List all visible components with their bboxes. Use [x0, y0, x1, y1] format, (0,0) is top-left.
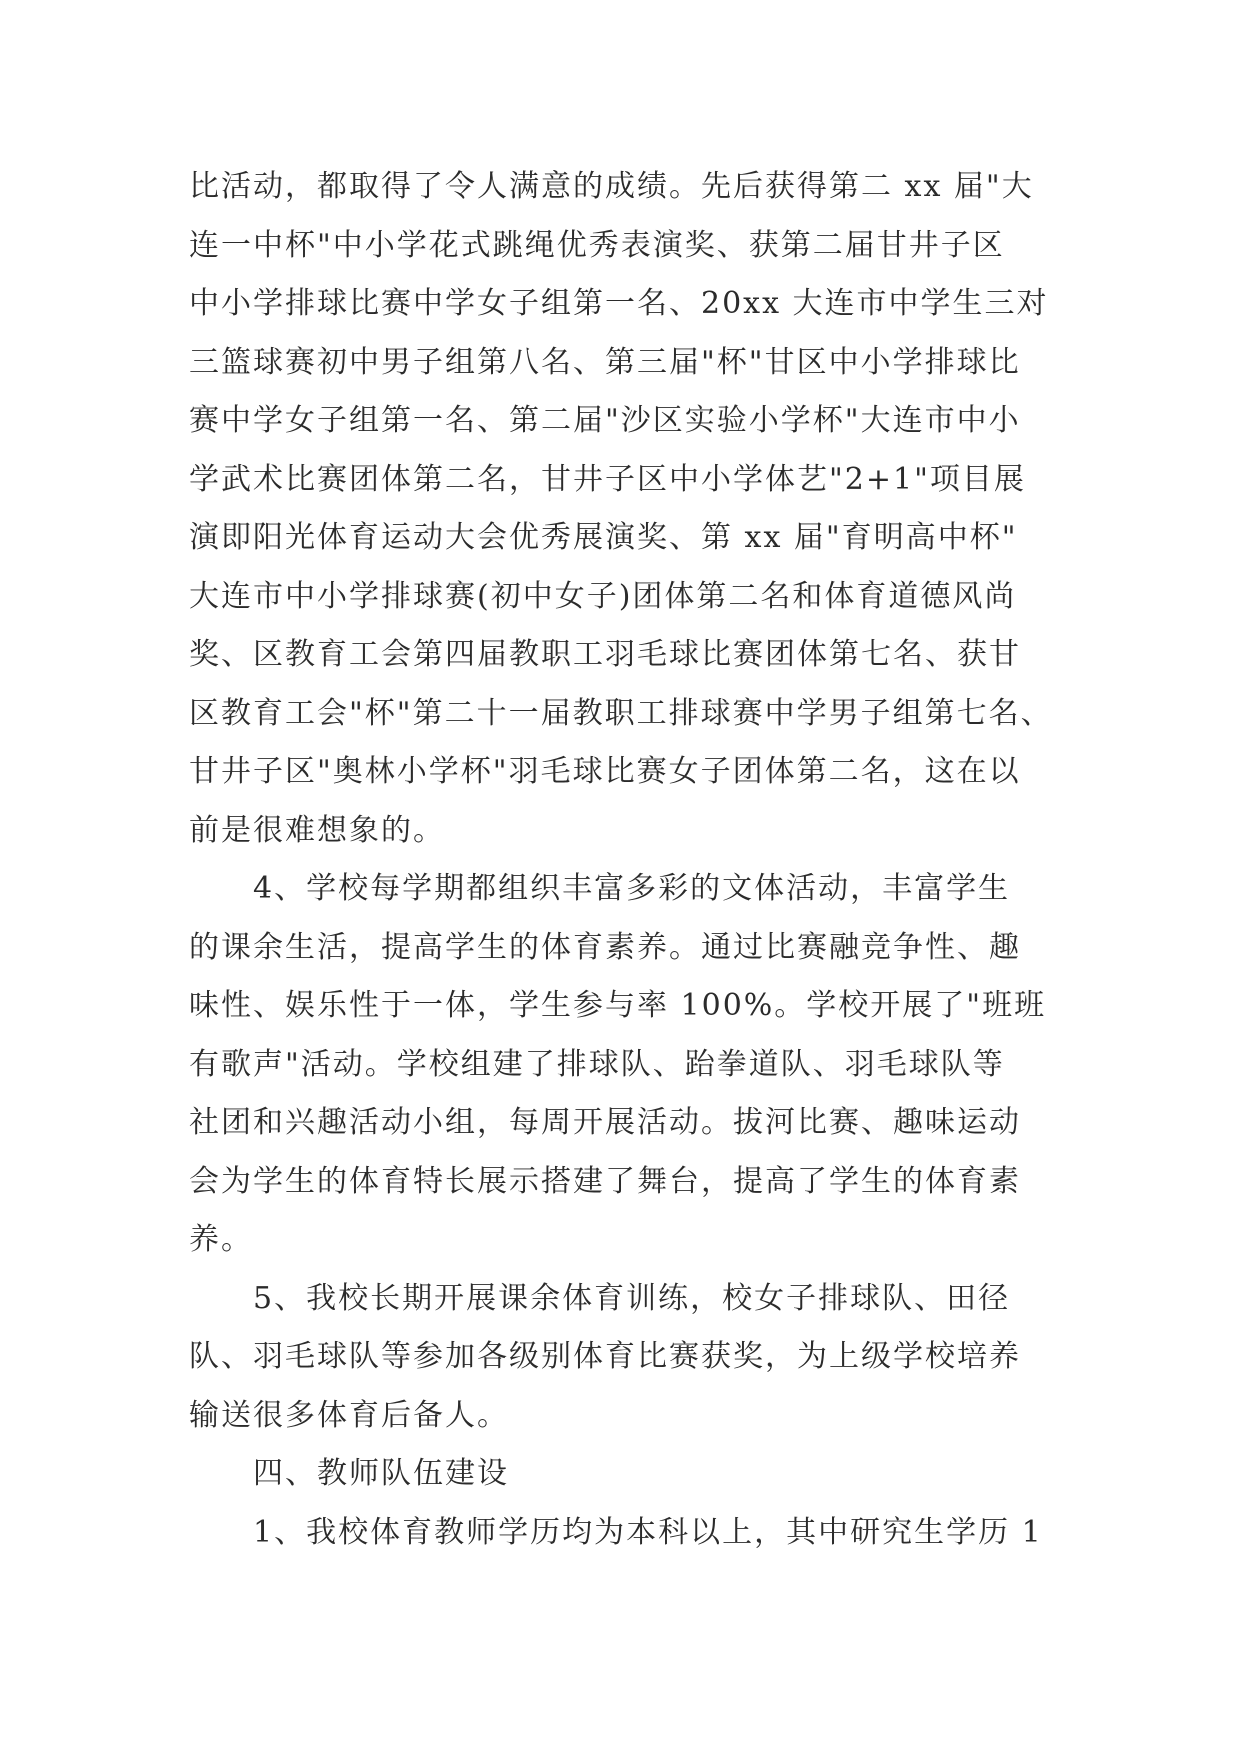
text-line: 5、我校长期开展课余体育训练，校女子排球队、田径: [253, 1280, 1011, 1316]
text-line: 学武术比赛团体第二名，甘井子区中小学体艺"2+1"项目展: [189, 461, 1026, 497]
text-line: 奖、区教育工会第四届教职工羽毛球比赛团体第七名、获甘: [189, 637, 1021, 672]
text-line: 养。: [189, 1222, 253, 1257]
text-line: 队、羽毛球队等参加各级别体育比赛获奖，为上级学校培养: [189, 1339, 1021, 1374]
text-line: 演即阳光体育运动大会优秀展演奖、第 xx 届"育明高中杯": [189, 520, 1018, 555]
text-line: 输送很多体育后备人。: [189, 1397, 509, 1433]
text-line: 味性、娱乐性于一体，学生参与率 100%。学校开展了"班班: [189, 988, 1047, 1023]
text-line: 有歌声"活动。学校组建了排球队、跆拳道队、羽毛球队等: [189, 1046, 1005, 1082]
text-line: 赛中学女子组第一名、第二届"沙区实验小学杯"大连市中小: [189, 403, 1021, 438]
text-line: 4、学校每学期都组织丰富多彩的文体活动，丰富学生: [253, 871, 1011, 906]
text-line: 四、教师队伍建设: [253, 1456, 509, 1491]
text-line: 的课余生活，提高学生的体育素养。通过比赛融竞争性、趣: [189, 929, 1021, 965]
text-line: 会为学生的体育特长展示搭建了舞台，提高了学生的体育素: [189, 1163, 1021, 1199]
text-line: 三篮球赛初中男子组第八名、第三届"杯"甘区中小学排球比: [189, 344, 1021, 380]
text-line: 1、我校体育教师学历均为本科以上，其中研究生学历 1: [253, 1514, 1043, 1550]
text-line: 社团和兴趣活动小组，每周开展活动。拔河比赛、趣味运动: [189, 1105, 1021, 1140]
text-line: 大连市中小学排球赛(初中女子)团体第二名和体育道德风尚: [189, 578, 1017, 614]
text-line: 连一中杯"中小学花式跳绳优秀表演奖、获第二届甘井子区: [189, 227, 1005, 263]
document-body: [189, 158, 1069, 1562]
text-line: 区教育工会"杯"第二十一届教职工排球赛中学男子组第七名、: [189, 695, 1053, 731]
text-line: 中小学排球比赛中学女子组第一名、20xx 大连市中学生三对: [189, 286, 1049, 321]
text-line: 甘井子区"奥林小学杯"羽毛球比赛女子团体第二名，这在以: [189, 754, 1021, 789]
text-line: 前是很难想象的。: [189, 812, 445, 848]
text-line: 比活动，都取得了令人满意的成绩。先后获得第二 xx 届"大: [189, 169, 1034, 204]
